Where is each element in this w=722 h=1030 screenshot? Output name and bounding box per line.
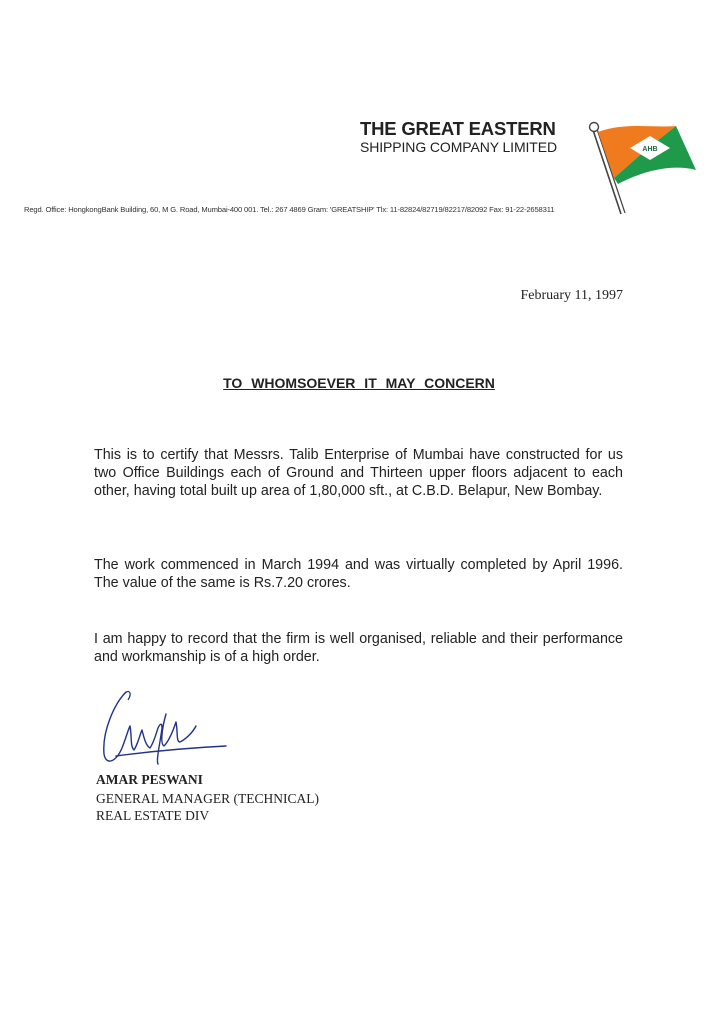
letter-subject: TO WHOMSOEVER IT MAY CONCERN [223,375,495,391]
letter-date: February 11, 1997 [520,288,623,303]
signatory-division: REAL ESTATE DIV [96,808,210,823]
company-name: THE GREAT EASTERN [360,118,556,139]
paragraph-recommendation: I am happy to record that the firm is well organised, reliable and their performance and workmanship is of a high order. [94,631,623,666]
company-flag-logo [584,118,702,218]
flag-logo-text: AHB [642,146,658,153]
signatory-title: GENERAL MANAGER (TECHNICAL) [96,791,319,806]
company-subtitle: SHIPPING COMPANY LIMITED [360,139,558,155]
registered-office-line: Regd. Office: HongkongBank Building, 60, M G. Road, Mumbai-400 001. Tel.: 267 4869 Gram: 'GREATSHIP' Tlx: 11-82824/82719/82217/82092 Fax: 91-22-2658311 [24,205,555,214]
handwritten-signature [96,684,236,776]
signatory-name: AMAR PESWANI [96,772,203,787]
paragraph-work-details: The work commenced in March 1994 and was virtually completed by April 1996. The value of the same is Rs.7.20 crores. [94,557,623,592]
paragraph-certification: This is to certify that Messrs. Talib Enterprise of Mumbai have constructed for us two Office Buildings each of Ground and Thirteen upper floors adjacent to each other, having total built up area of 1,80,000 sft., at C.B.D. Belapur, New Bombay. [94,447,623,500]
